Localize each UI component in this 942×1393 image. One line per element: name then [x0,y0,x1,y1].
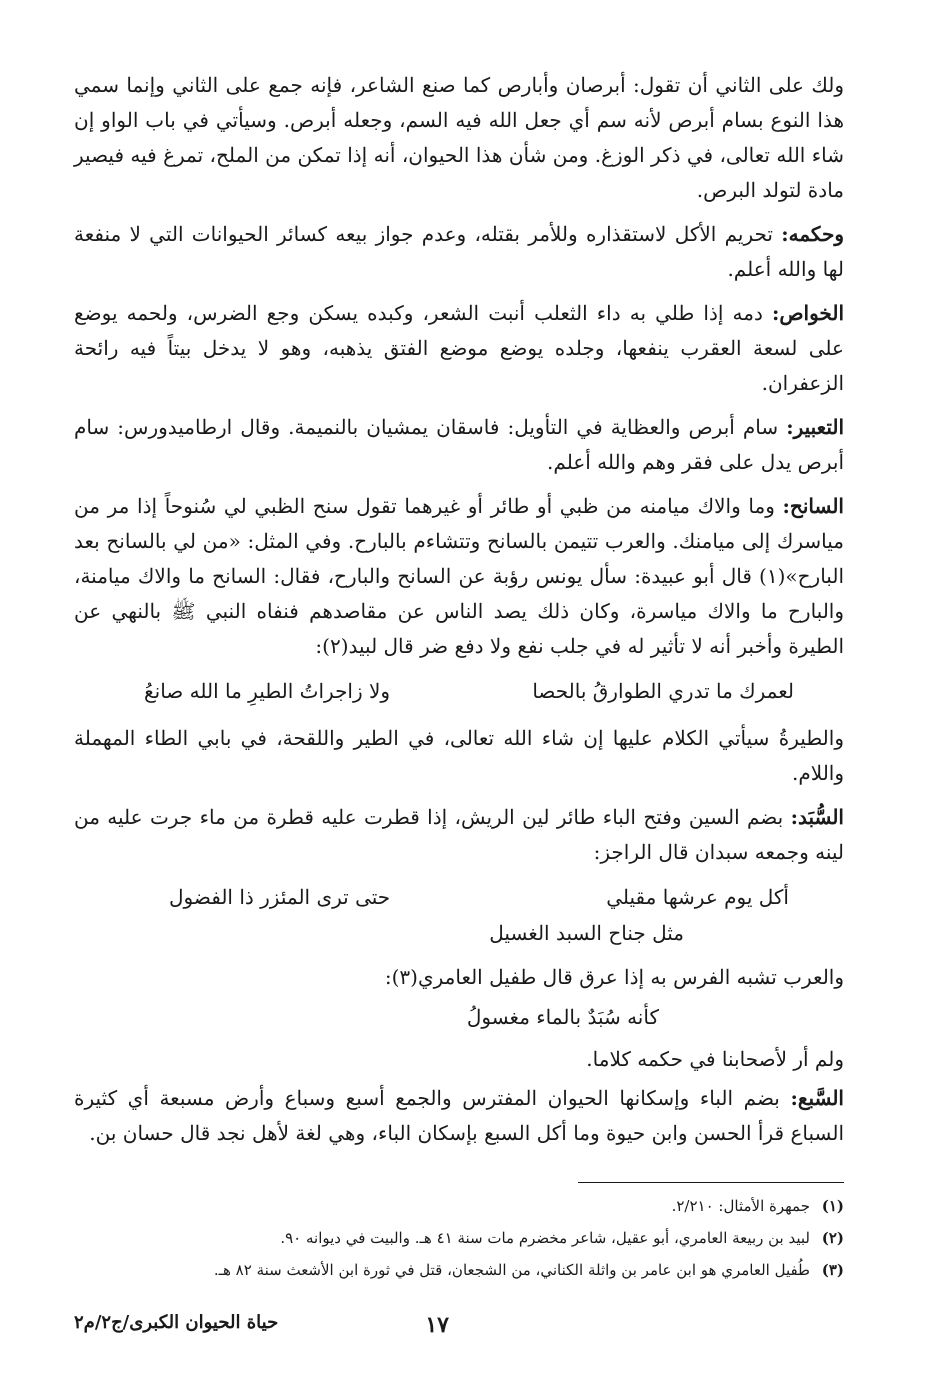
footnote-number: (٣) [821,1261,844,1279]
footnote-number: (١) [821,1197,844,1215]
heading-sabad: السُّبَد: [790,805,844,829]
line-faras: والعرب تشبه الفرس به إذا عرق قال طفيل العامري(٣): [384,965,844,989]
paragraph-hukm: وحكمه: تحريم الأكل لاستقذاره وللأمر بقتله، وعدم جواز بيعه كسائر الحيوانات التي لا منفعة لها والله أعلم. [74,222,844,281]
verse-labid [74,673,844,709]
footnote-3: (٣)طُفيل العامري هو ابن عامر بن واثلة الكناني، من الشجعان، قتل في ثورة ابن الأشعث سنة ٨٢ هـ. [74,1254,844,1286]
footnote-divider [578,1182,844,1183]
paragraph-tiyara: والطيرةُ سيأتي الكلام عليها إن شاء الله تعالى، في الطير واللقحة، في بابي الطاء المهملة واللام. [74,726,844,785]
heading-hukm: وحكمه: [781,222,844,246]
footnote-1: (١)جمهرة الأمثال: ٢/٢١٠. [74,1190,844,1222]
paragraph-khawas: الخواص: دمه إذا طلي به داء الثعلب أنبت الشعر، وكبده يسكن وجع الضرس، ولحمه يوضع على لسعة العقرب ينفعها، وجلده يوضع موضع الفتق يذهبه، وهو لا يدخل بيتاً فيه رائحة الزعفران. [74,301,844,395]
paragraph-sab: السَّبع: بضم الباء وإسكانها الحيوان المفترس والجمع أسبع وسباع وأرض مسبعة أي كثيرة السباع قرأ الحسن وابن حيوة وما أكل السبع بإسكان الباء، وهي لغة لأهل نجد قال حسان بن. [74,1086,844,1145]
verse-rajaz [74,879,844,915]
heading-khawas: الخواص: [771,301,844,325]
book-title: حياة الحيوان الكبرى/ج٢/م٢ [74,1312,279,1333]
verse-labid-first-hemistich: لعمرك ما تدري الطوارقُ بالحصا [532,679,794,703]
heading-sanih: السانح: [782,494,844,518]
verse-rajaz-third-line: مثل جناح السبد الغسيل [489,921,684,945]
paragraph-tabir: التعبير: سام أبرص والعظاية في التأويل: فاسقان يمشيان بالنميمة. وقال ارطاميدورس: سام أبرص يدل على فقر وهم والله أعلم. [74,415,845,474]
heading-tabir: التعبير: [786,415,845,439]
footnote-2: (٢)لبيد بن ربيعة العامري، أبو عقيل، شاعر مخضرم مات سنة ٤١ هـ. والبيت في ديوانه ٩٠. [74,1222,844,1254]
verse-rajaz-second-hemistich: حتى ترى المئزر ذا الفضول [169,885,391,909]
paragraph-sabad: السُّبَد: بضم السين وفتح الباء طائر لين الريش، إذا قطرت عليه قطرة من ماء جرت عليه من لينه وجمعه سبدان قال الراجز: [74,805,844,864]
footnote-number: (٢) [821,1229,844,1247]
line-lam-ara: ولم أر لأصحابنا في حكمه كلاما. [586,1047,844,1071]
paragraph-abrasan: ولك على الثاني أن تقول: أبرصان وأبارص كما صنع الشاعر، فإنه جمع على الثاني وإنما سمي هذا النوع بسام أبرص لأنه سم أي جعل الله فيه السم، وجعله أبرص. وسيأتي في باب الواو إن شاء الله تعالى، في ذكر الوزغ. ومن شأن هذا الحيوان، أنه إذا تمكن من الملح، تمرغ فيه فيصير مادة لتولد البرص. [74,73,844,202]
verse-rajaz-first-hemistich: أكل يوم عرشها مقيلي [606,885,789,909]
heading-sab: السَّبع: [790,1086,844,1110]
verse-tufail: كأنه سُبَدٌ بالماء مغسولُ [466,1005,659,1029]
verse-labid-second-hemistich: ولا زاجراتُ الطيرِ ما الله صانعُ [144,679,391,703]
page-number: ١٧ [425,1312,449,1338]
footnotes [74,1190,844,1286]
paragraph-sanih: السانح: وما والاك ميامنه من ظبي أو طائر أو غيرهما تقول سنح الظبي لي سُنوحاً إذا مر من مياسرك إلى ميامنك. والعرب تتيمن بالسانح وتتشاءم بالبارح. وفي المثل: «من لي بالسانح بعد البارح»(١) قال أبو عبيدة: سأل يونس رؤبة عن السانح والبارح، فقال: السانح ما والاك ميامنة، والبارح ما والاك مياسرة، وكان ذلك يصد الناس عن مقاصدهم فنفاه النبي ﷺ بالنهي عن الطيرة وأخبر أنه لا تأثير له في جلب نفع ولا دفع ضر قال لبيد(٢): [74,494,844,658]
